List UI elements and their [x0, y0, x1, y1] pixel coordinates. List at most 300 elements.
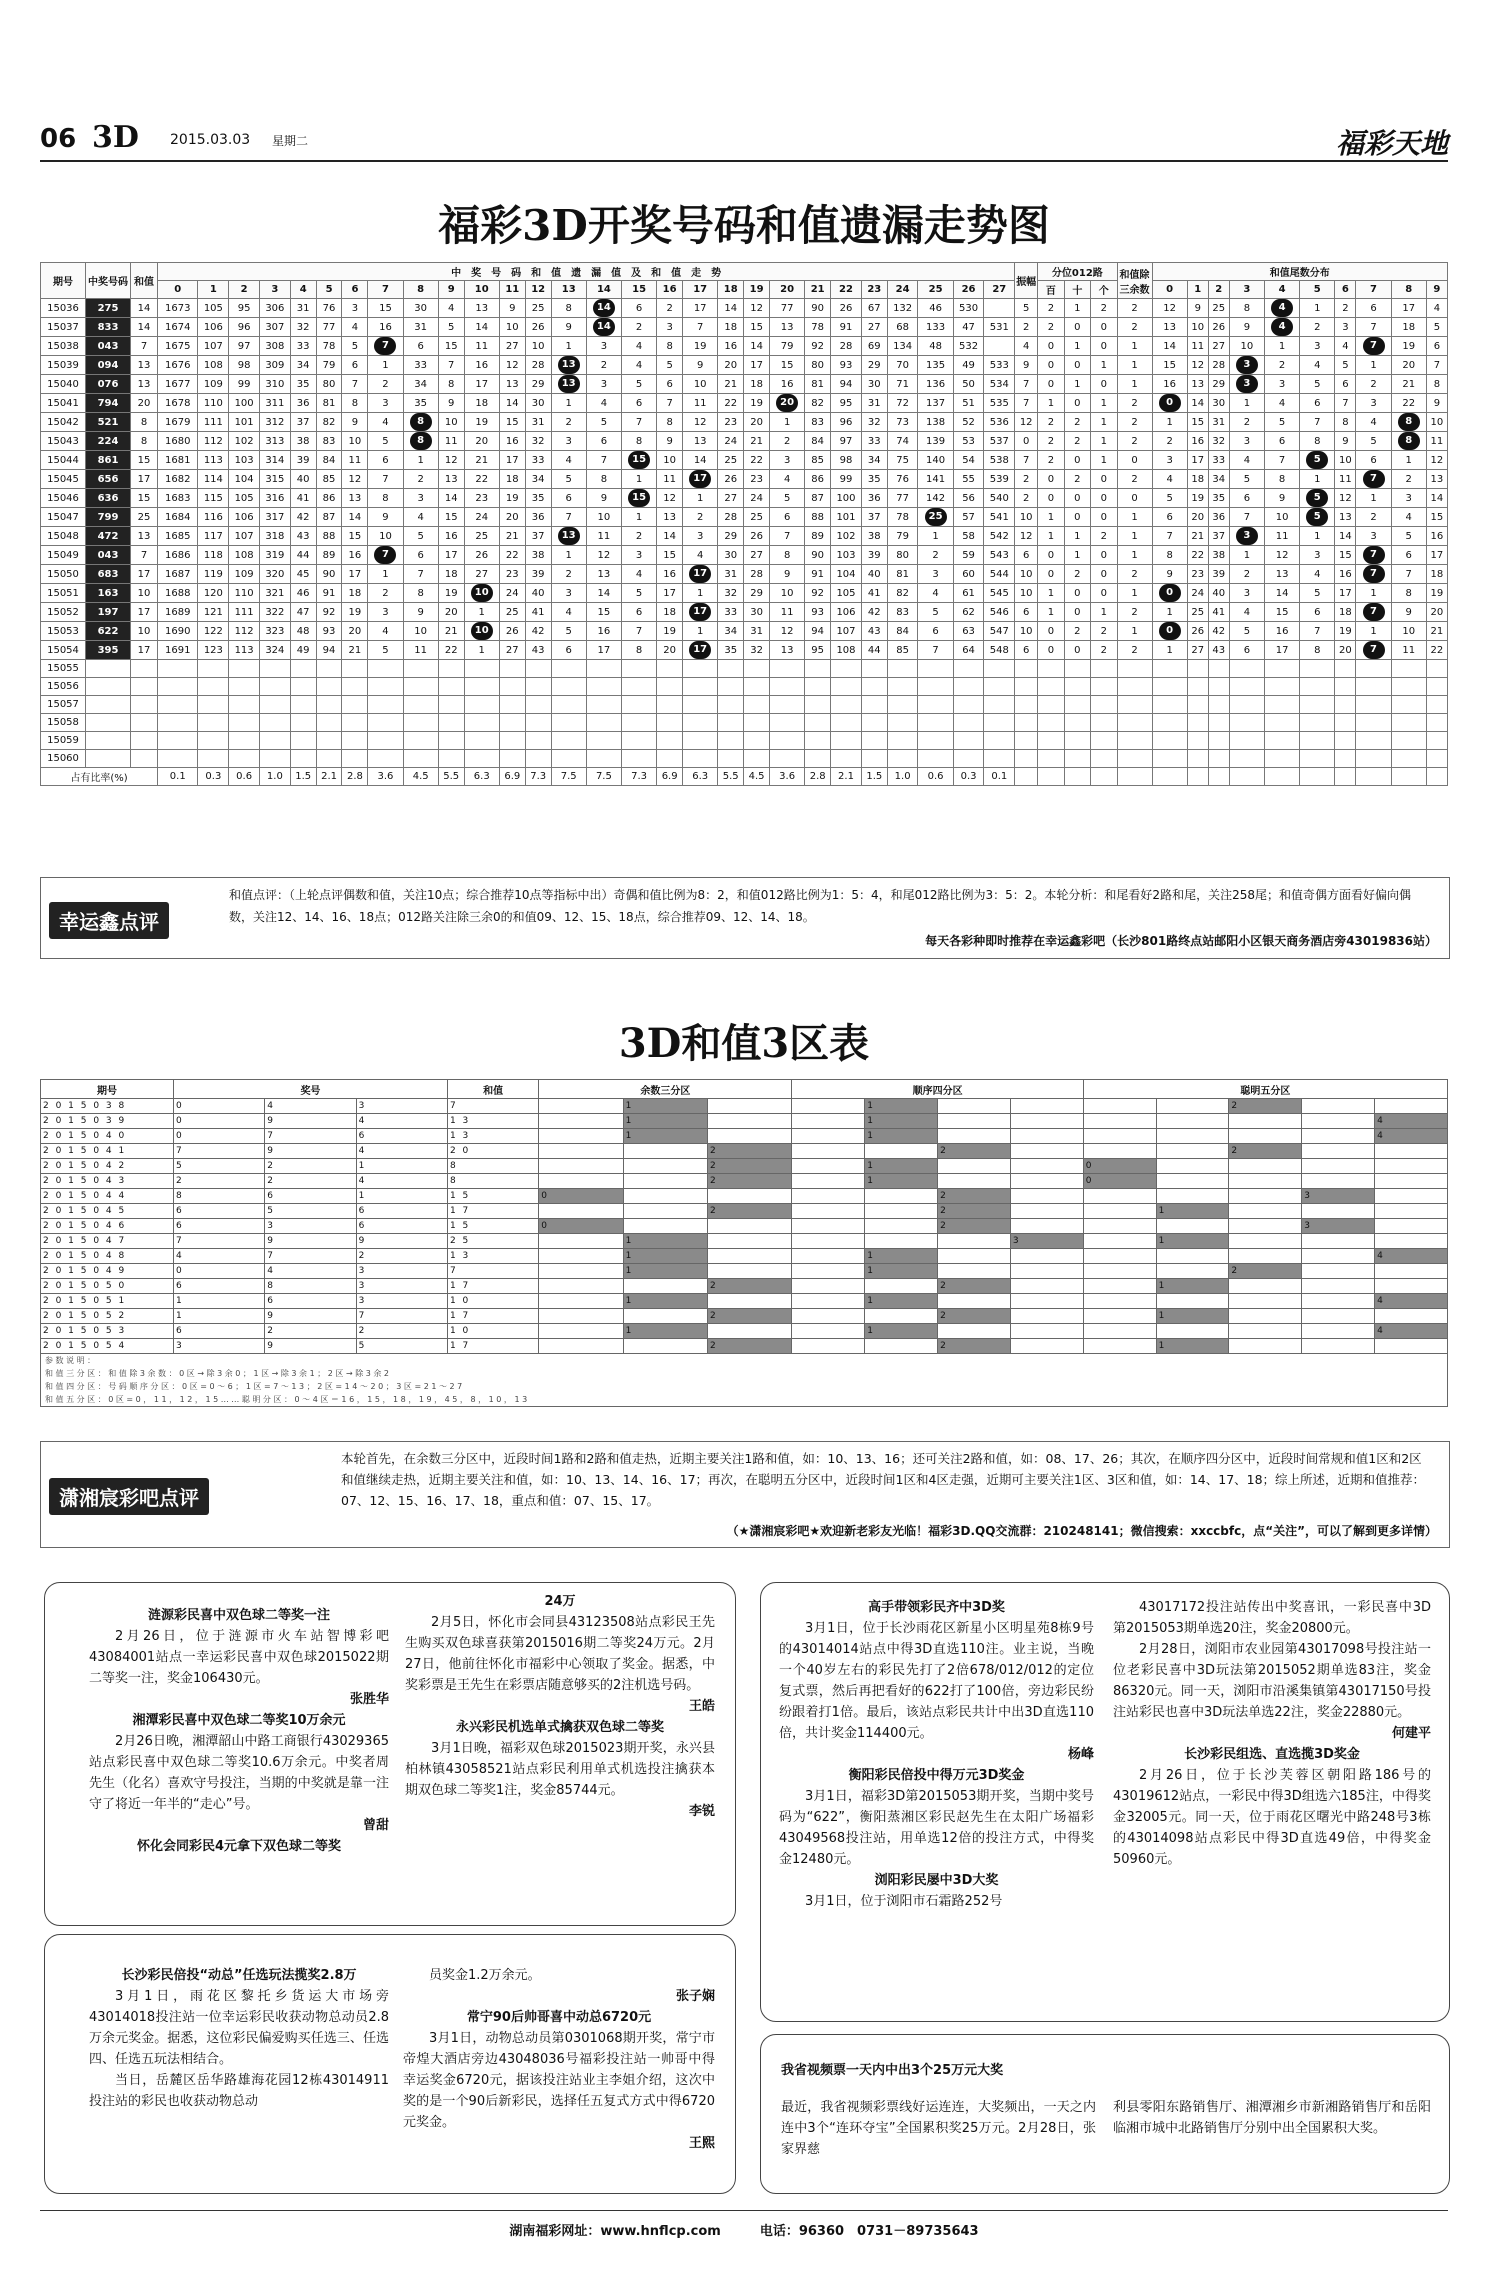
empty-cell: [1091, 696, 1117, 714]
zone-order-cell: [792, 1099, 865, 1114]
miss-cell: 318: [259, 527, 290, 546]
miss-cell: 106: [831, 603, 862, 622]
trend-row-empty: [41, 732, 1448, 750]
miss-cell: 32: [861, 413, 887, 432]
empty-cell: [86, 732, 131, 750]
th-tail-col: 4: [1264, 281, 1299, 299]
zone-num: 7: [356, 1309, 447, 1324]
zone-order-cell: [865, 1279, 938, 1294]
tail-cell: 1: [1152, 413, 1187, 432]
empty-cell: [805, 696, 831, 714]
tail-cell: 5: [1152, 489, 1187, 508]
th-sum-col: 14: [586, 281, 621, 299]
empty-cell: [86, 678, 131, 696]
zone-mod3-cell: [539, 1339, 623, 1354]
zone-order-cell: [1010, 1294, 1083, 1309]
empty-cell: [1015, 696, 1038, 714]
news-author: 杨峰: [1067, 1747, 1094, 1762]
zone-smart-cell: [1229, 1279, 1302, 1294]
miss-cell: 28: [831, 337, 862, 356]
miss-cell: 102: [831, 527, 862, 546]
zone-th-smart5: 聪明五分区: [1083, 1080, 1447, 1099]
zone-row: [41, 1204, 1448, 1219]
empty-cell: [259, 714, 290, 732]
row-road: 1: [1091, 394, 1117, 413]
trend-row: [41, 527, 1448, 546]
zone-order-cell: 1: [865, 1249, 938, 1264]
tail-cell: 8: [1229, 299, 1264, 318]
empty-cell: [861, 660, 887, 678]
sum-ball: 13: [558, 356, 580, 374]
tail-cell: 9: [1391, 603, 1426, 622]
miss-cell: 11: [657, 470, 683, 489]
row-win-number: 636: [86, 489, 131, 508]
miss-cell: 4: [342, 318, 368, 337]
miss-cell: 19: [499, 489, 525, 508]
miss-cell: 7: [770, 527, 805, 546]
zone-smart-cell: 2: [1229, 1144, 1302, 1159]
miss-cell: 2: [551, 565, 586, 584]
zone-smart-cell: [1375, 1279, 1448, 1294]
zone-smart-cell: [1156, 1324, 1229, 1339]
miss-cell: 72: [887, 394, 918, 413]
tail-cell: 4: [1335, 337, 1356, 356]
th-tail-col: 0: [1152, 281, 1187, 299]
zone-order-cell: [1010, 1249, 1083, 1264]
tail-cell: 4: [1300, 565, 1335, 584]
tail-cell: 16: [1335, 565, 1356, 584]
miss-cell: 312: [259, 413, 290, 432]
pct-cell: 1.0: [887, 768, 918, 786]
miss-cell: 19: [744, 394, 770, 413]
empty-cell: [342, 660, 368, 678]
zone-num: 0: [173, 1099, 264, 1114]
zone-row: [41, 1189, 1448, 1204]
sum-ball: 14: [593, 318, 615, 336]
miss-cell: 140: [918, 451, 953, 470]
zone-order-cell: [792, 1264, 865, 1279]
miss-cell: 112: [229, 622, 260, 641]
empty-cell: [464, 696, 499, 714]
sum-ball: 8: [410, 432, 432, 450]
pct-row: [41, 768, 1448, 786]
miss-cell: 21: [744, 432, 770, 451]
tail-cell: [1229, 375, 1264, 394]
pct-blank: [1300, 768, 1335, 786]
empty-cell: [744, 750, 770, 768]
tail-cell: 8: [1300, 641, 1335, 660]
zone-smart-cell: [1156, 1129, 1229, 1144]
row-road: 0: [1038, 641, 1064, 660]
zone-smart-cell: [1302, 1159, 1375, 1174]
tail-cell: 3: [1391, 489, 1426, 508]
tail-cell: 21: [1426, 622, 1447, 641]
zone-smart-cell: [1156, 1249, 1229, 1264]
empty-cell: [86, 696, 131, 714]
row-road: 1: [1064, 375, 1090, 394]
miss-cell: 107: [229, 527, 260, 546]
miss-cell: 8: [622, 641, 657, 660]
zone-row: [41, 1234, 1448, 1249]
miss-cell: 16: [586, 622, 621, 641]
tail-cell: 6: [1300, 394, 1335, 413]
row-win-number: 163: [86, 584, 131, 603]
miss-cell: 80: [887, 546, 918, 565]
miss-cell: 16: [342, 546, 368, 565]
th-tail-col: 1: [1187, 281, 1208, 299]
row-road: 0: [1038, 337, 1064, 356]
miss-cell: 28: [525, 356, 551, 375]
row-road: 1: [1064, 546, 1090, 565]
miss-cell: 18: [499, 470, 525, 489]
miss-cell: 2: [368, 584, 403, 603]
pct-cell: 7.3: [622, 768, 657, 786]
miss-cell: 1691: [158, 641, 198, 660]
zone-smart-cell: [1375, 1099, 1448, 1114]
empty-cell: [403, 678, 438, 696]
miss-cell: 16: [718, 337, 744, 356]
tail-cell: 16: [1187, 432, 1208, 451]
miss-cell: 92: [316, 603, 342, 622]
tail-cell: 27: [1208, 337, 1229, 356]
empty-cell: [1208, 732, 1229, 750]
miss-cell: 35: [525, 489, 551, 508]
miss-cell: 109: [229, 565, 260, 584]
miss-cell: 110: [198, 394, 229, 413]
empty-cell: [831, 660, 862, 678]
news-paragraph: 2月26日，位于长沙芙蓉区朝阳路186号的43019612站点，一彩民中得3D组选六185注，中得奖金32005元。同一天，位于雨花区曙光中路248号3栋的43014098站点彩民中得3D直选49倍，中得奖金50960元。: [1113, 1768, 1431, 1867]
news-col-1-2: [405, 1591, 715, 1822]
tail-cell: 3: [1300, 546, 1335, 565]
tail-cell: 6: [1391, 546, 1426, 565]
miss-cell: 20: [342, 622, 368, 641]
row-road: 2: [1064, 622, 1090, 641]
miss-cell: 38: [525, 546, 551, 565]
trend-row: [41, 356, 1448, 375]
miss-cell: 86: [316, 489, 342, 508]
zone-order-cell: [865, 1219, 938, 1234]
miss-cell: 121: [198, 603, 229, 622]
row-road: 0: [1091, 489, 1117, 508]
miss-cell: 15: [586, 603, 621, 622]
empty-cell: [229, 732, 260, 750]
empty-cell: [1300, 660, 1335, 678]
empty-cell: [953, 660, 984, 678]
row-road: 2: [1038, 451, 1064, 470]
news-box-1: [44, 1582, 736, 1926]
miss-cell: 91: [805, 565, 831, 584]
zone-num: 3: [356, 1279, 447, 1294]
zone-num: 6: [356, 1129, 447, 1144]
miss-cell: 1: [551, 394, 586, 413]
zone-smart-cell: [1375, 1264, 1448, 1279]
empty-cell: [1426, 660, 1447, 678]
empty-cell: [1152, 660, 1187, 678]
row-issue: 15056: [41, 678, 86, 696]
tail-cell: 15: [1152, 356, 1187, 375]
empty-cell: [464, 732, 499, 750]
zone-num: 3: [173, 1339, 264, 1354]
zone-smart-cell: 4: [1375, 1324, 1448, 1339]
miss-cell: 2: [683, 508, 718, 527]
miss-cell: 27: [718, 489, 744, 508]
empty-cell: [1152, 678, 1187, 696]
tail-cell: 35: [1208, 489, 1229, 508]
pct-cell: 2.1: [831, 768, 862, 786]
row-amp: 6: [1015, 641, 1038, 660]
zone-order-cell: [792, 1189, 865, 1204]
miss-cell: 4: [403, 508, 438, 527]
miss-cell: 6: [368, 451, 403, 470]
zone-num: 4: [265, 1264, 356, 1279]
tail-cell: 8: [1152, 546, 1187, 565]
empty-cell: [1356, 732, 1391, 750]
zone-num: 2: [265, 1174, 356, 1189]
zone-order-cell: 2: [938, 1189, 1011, 1204]
miss-cell: 30: [744, 603, 770, 622]
pct-cell: 0.6: [229, 768, 260, 786]
miss-cell: 77: [887, 489, 918, 508]
miss-cell: 530: [953, 299, 984, 318]
miss-cell: 22: [744, 451, 770, 470]
pct-cell: 1.5: [290, 768, 316, 786]
row-mod3: 2: [1117, 470, 1152, 489]
miss-cell: 35: [861, 470, 887, 489]
empty-cell: [657, 714, 683, 732]
th-sum-col: 25: [918, 281, 953, 299]
zone-th-sum: 和值: [447, 1080, 538, 1099]
miss-cell: 1684: [158, 508, 198, 527]
zone-smart-cell: 3: [1302, 1219, 1375, 1234]
miss-cell: 85: [805, 451, 831, 470]
row-win-number: 472: [86, 527, 131, 546]
empty-cell: [861, 732, 887, 750]
empty-cell: [290, 660, 316, 678]
miss-cell: 60: [953, 565, 984, 584]
miss-cell: 59: [953, 546, 984, 565]
miss-cell: 14: [586, 584, 621, 603]
th-win: 中奖号码: [86, 263, 131, 299]
zone-smart-cell: [1302, 1249, 1375, 1264]
miss-cell: 83: [805, 413, 831, 432]
zone-issue: 2 0 1 5 0 4 8: [41, 1249, 174, 1264]
miss-cell: 53: [953, 432, 984, 451]
miss-cell: [464, 622, 499, 641]
miss-cell: 24: [499, 584, 525, 603]
empty-cell: [551, 678, 586, 696]
miss-cell: 113: [229, 641, 260, 660]
zone-smart-cell: [1302, 1264, 1375, 1279]
miss-cell: 12: [438, 451, 464, 470]
news-paragraph: 3月1日，位于长沙雨花区新星小区明星苑8栋9号的43014014站点中得3D直选110注。业主说，当晚一个40岁左右的彩民先打了2倍678/012/012的定位复式票，然后再把看好的622打了100倍，旁边彩民纷纷跟着打1倍。最后，该站点彩民共计中出3D直选110倍，共计奖金114400元。: [779, 1621, 1094, 1741]
row-road: 2: [1064, 565, 1090, 584]
sum-ball: 7: [374, 337, 396, 355]
row-amp: 9: [1015, 356, 1038, 375]
empty-cell: [131, 750, 158, 768]
empty-cell: [953, 678, 984, 696]
miss-cell: 19: [438, 584, 464, 603]
zone-smart-cell: [1156, 1159, 1229, 1174]
zone-row: [41, 1309, 1448, 1324]
miss-cell: 31: [861, 394, 887, 413]
empty-cell: [622, 750, 657, 768]
miss-cell: 17: [744, 356, 770, 375]
miss-cell: 40: [861, 565, 887, 584]
row-win-number: 799: [86, 508, 131, 527]
miss-cell: 5: [586, 413, 621, 432]
miss-cell: 38: [861, 527, 887, 546]
row-amp: 7: [1015, 375, 1038, 394]
tail-cell: 9: [1229, 318, 1264, 337]
zone-smart-cell: [1229, 1189, 1302, 1204]
empty-cell: [438, 750, 464, 768]
miss-cell: 80: [805, 356, 831, 375]
miss-cell: 534: [984, 375, 1015, 394]
zone-mod3-cell: [623, 1144, 707, 1159]
row-win-number: 275: [86, 299, 131, 318]
tail-cell: 42: [1208, 622, 1229, 641]
tail-cell: 16: [1264, 622, 1299, 641]
zone-order-cell: 1: [865, 1324, 938, 1339]
row-road: 0: [1091, 584, 1117, 603]
tail-cell: 2: [1391, 470, 1426, 489]
trend-row-empty: [41, 660, 1448, 678]
miss-cell: 2: [622, 318, 657, 337]
miss-cell: 49: [953, 356, 984, 375]
th-sum: 和值: [131, 263, 158, 299]
miss-cell: 21: [342, 641, 368, 660]
empty-cell: [1356, 678, 1391, 696]
miss-cell: 77: [770, 299, 805, 318]
tail-cell: 22: [1391, 394, 1426, 413]
miss-cell: 4: [622, 565, 657, 584]
miss-cell: 5: [342, 337, 368, 356]
miss-cell: 8: [403, 584, 438, 603]
miss-cell: 34: [861, 451, 887, 470]
row-amp: 10: [1015, 584, 1038, 603]
zone-mod3-cell: [539, 1324, 623, 1339]
tail-cell: 15: [1187, 413, 1208, 432]
row-road: 0: [1038, 622, 1064, 641]
row-amp: 6: [1015, 603, 1038, 622]
zone-order-cell: [1010, 1279, 1083, 1294]
miss-cell: 7: [551, 508, 586, 527]
miss-cell: 69: [861, 337, 887, 356]
pct-cell: 0.6: [918, 768, 953, 786]
tail-cell: 7: [1391, 565, 1426, 584]
miss-cell: 85: [887, 641, 918, 660]
zone-order-cell: [938, 1099, 1011, 1114]
zone-num: 6: [265, 1294, 356, 1309]
miss-cell: 50: [953, 375, 984, 394]
zone-num: 7: [265, 1249, 356, 1264]
tail-ball: 0: [1159, 394, 1181, 412]
tail-ball: 3: [1236, 356, 1258, 374]
miss-cell: 35: [290, 375, 316, 394]
trend-row: [41, 565, 1448, 584]
empty-cell: [984, 732, 1015, 750]
miss-cell: 108: [229, 546, 260, 565]
tail-cell: 1: [1391, 451, 1426, 470]
row-win-number: 043: [86, 546, 131, 565]
miss-cell: 110: [229, 584, 260, 603]
miss-cell: 3: [622, 546, 657, 565]
tail-cell: 1: [1356, 489, 1391, 508]
miss-cell: 23: [499, 565, 525, 584]
miss-cell: 12: [770, 622, 805, 641]
empty-cell: [831, 696, 862, 714]
miss-cell: 11: [586, 527, 621, 546]
tail-cell: [1356, 641, 1391, 660]
row-road: 1: [1038, 394, 1064, 413]
miss-cell: 321: [259, 584, 290, 603]
empty-cell: [290, 732, 316, 750]
zone-sum: 1 5: [447, 1189, 538, 1204]
zone-order-cell: [792, 1294, 865, 1309]
zone-order-cell: [792, 1249, 865, 1264]
miss-cell: 22: [464, 470, 499, 489]
empty-cell: [1208, 660, 1229, 678]
pct-blank: [1264, 768, 1299, 786]
miss-cell: 3: [586, 375, 621, 394]
tail-cell: [1300, 508, 1335, 527]
empty-cell: [622, 678, 657, 696]
trend-row: [41, 508, 1448, 527]
miss-cell: 533: [984, 356, 1015, 375]
miss-cell: 27: [464, 565, 499, 584]
pct-cell: 7.3: [525, 768, 551, 786]
miss-cell: 141: [918, 470, 953, 489]
empty-cell: [342, 714, 368, 732]
row-amp: 10: [1015, 622, 1038, 641]
miss-cell: 14: [744, 337, 770, 356]
miss-cell: 20: [438, 603, 464, 622]
miss-cell: 539: [984, 470, 1015, 489]
tail-cell: 39: [1208, 565, 1229, 584]
empty-cell: [368, 660, 403, 678]
miss-cell: 2: [368, 375, 403, 394]
miss-cell: 100: [229, 394, 260, 413]
miss-cell: 104: [831, 565, 862, 584]
miss-cell: 6: [770, 508, 805, 527]
empty-cell: [805, 732, 831, 750]
empty-cell: [1300, 732, 1335, 750]
tail-cell: 3: [1335, 318, 1356, 337]
tail-cell: 10: [1426, 413, 1447, 432]
trend-row-empty: [41, 714, 1448, 732]
empty-cell: [342, 750, 368, 768]
sum-ball: 15: [628, 451, 650, 469]
zone-mod3-cell: 1: [623, 1099, 707, 1114]
empty-cell: [403, 660, 438, 678]
row-road: 1: [1038, 527, 1064, 546]
th-sum-col: 19: [744, 281, 770, 299]
trend-row-empty: [41, 696, 1448, 714]
row-issue: 15043: [41, 432, 86, 451]
zone-row: [41, 1129, 1448, 1144]
empty-cell: [918, 660, 953, 678]
miss-cell: 35: [718, 641, 744, 660]
zone-num: 0: [173, 1114, 264, 1129]
miss-cell: 307: [259, 318, 290, 337]
miss-cell: 10: [438, 413, 464, 432]
zone-smart-cell: [1083, 1249, 1156, 1264]
tail-cell: 13: [1264, 565, 1299, 584]
row-amp: 0: [1015, 432, 1038, 451]
miss-cell: 24: [464, 508, 499, 527]
th-sum-col: 15: [622, 281, 657, 299]
th-tail-col: 8: [1391, 281, 1426, 299]
